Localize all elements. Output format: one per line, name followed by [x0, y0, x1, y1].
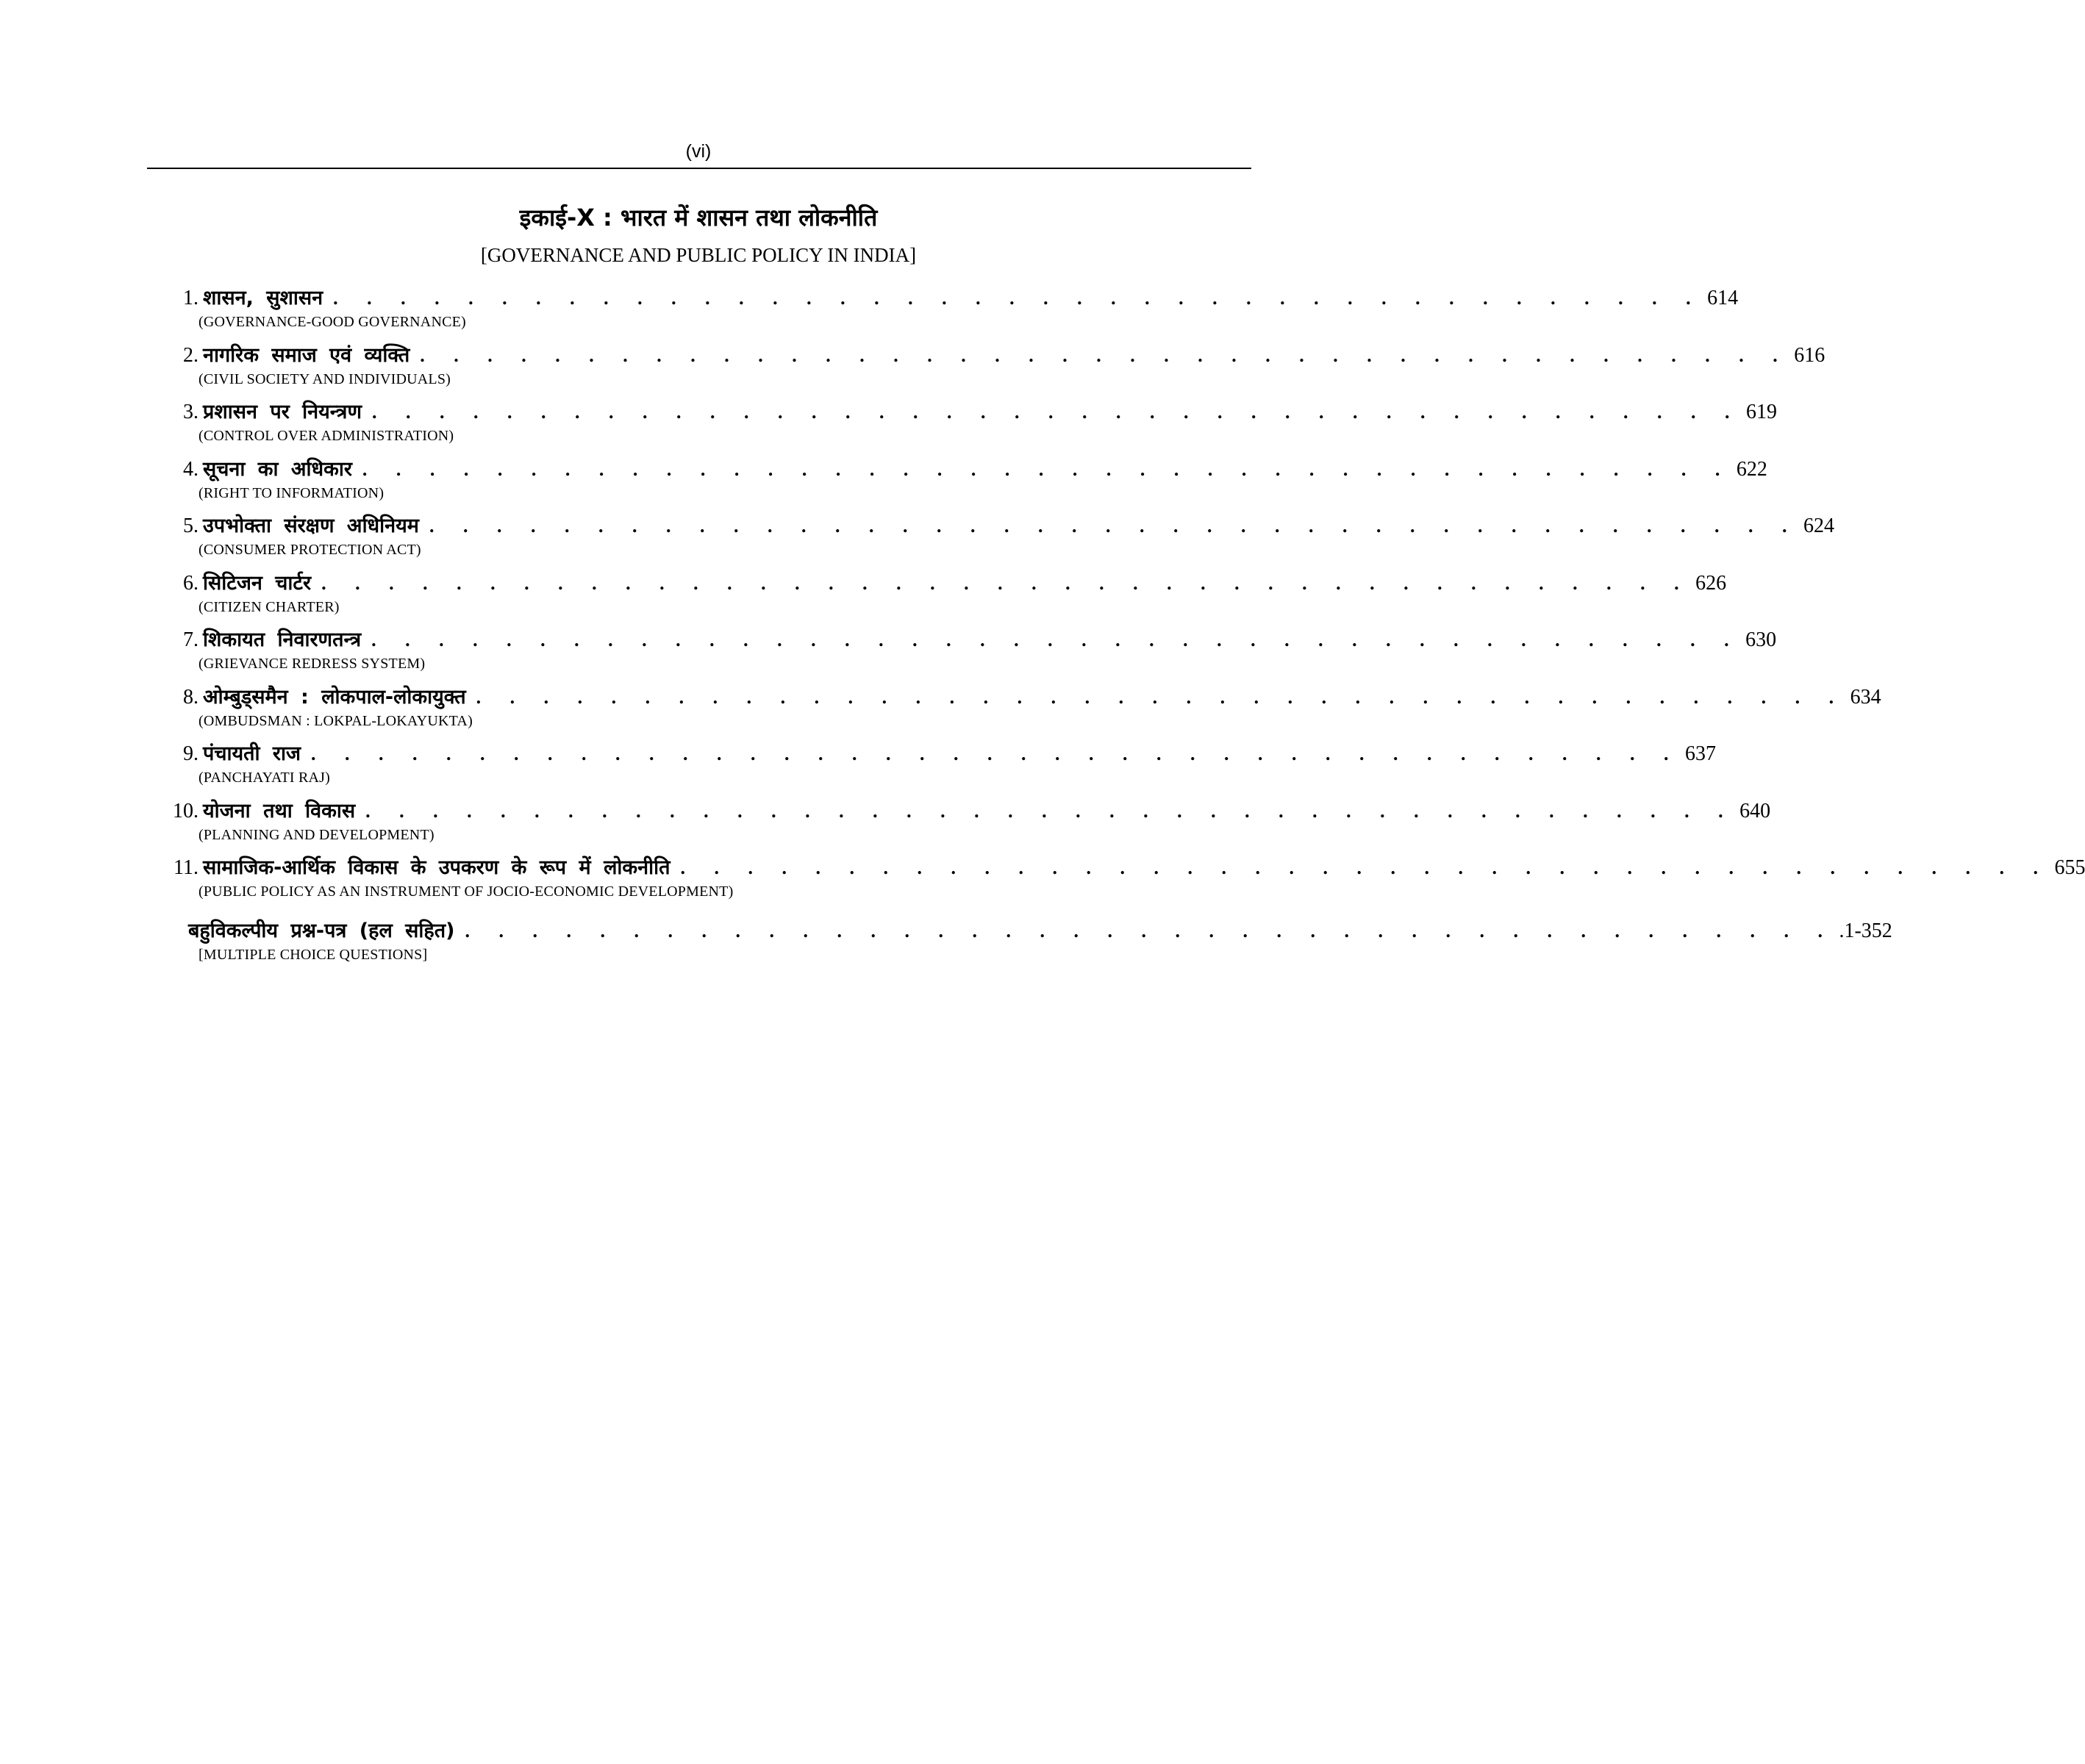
unit-subtitle: [GOVERNANCE AND PUBLIC POLICY IN INDIA]: [480, 244, 917, 266]
entry-title: बहुविकल्पीय प्रश्न-पत्र (हल सहित): [188, 919, 455, 942]
entry-page: 624: [1803, 514, 1834, 537]
toc-entry[interactable]: [147, 853, 2085, 911]
toc-entry[interactable]: [147, 341, 1825, 398]
entry-page: 637: [1685, 742, 1716, 765]
toc-entry[interactable]: [147, 739, 1716, 797]
entry-title: सिटिजन चार्टर: [203, 571, 312, 595]
entry-number: 3.: [183, 401, 199, 423]
entry-english: (PUBLIC POLICY AS AN INSTRUMENT OF JOCIO-ECONOMIC DEVELOPMENT): [199, 883, 734, 900]
entry-english: [MULTIPLE CHOICE QUESTIONS]: [199, 946, 428, 963]
toc-entry[interactable]: [147, 625, 1777, 683]
entry-number: 2.: [183, 343, 199, 367]
dot-leader: . . . . . . . . . . . . . . . . . . . . . . . . . . . . . . . . . . . . . . . . .: [371, 401, 1742, 423]
dot-leader: . . . . . . . . . . . . . . . . . . . . . . . . . . . . . . . . . . . . . . . . .: [476, 686, 1846, 708]
table-of-contents: [147, 284, 2085, 973]
entry-title: ओम्बुड्समैन : लोकपाल-लोकायुक्त: [203, 685, 466, 709]
dot-leader: . . . . . . . . . . . . . . . . . . . . . . . . . . . . . . . . . . . . . . . . .: [333, 287, 1703, 309]
entry-number: 9.: [183, 742, 199, 765]
entry-number: 8.: [183, 685, 199, 709]
entry-number: 10.: [173, 799, 199, 822]
toc-entry[interactable]: [147, 569, 1727, 626]
entry-english: (CONSUMER PROTECTION ACT): [199, 542, 421, 558]
entry-title: उपभोक्ता संरक्षण अधिनियम: [203, 514, 419, 537]
entry-title: सूचना का अधिकार: [203, 457, 352, 481]
entry-number: 6.: [183, 571, 199, 595]
dot-leader: . . . . . . . . . . . . . . . . . . . . . . . . . . . . . . . . . . . . . . . . .: [311, 743, 1681, 764]
entry-number: 11.: [174, 856, 199, 879]
entry-english: (GOVERNANCE-GOOD GOVERNANCE): [199, 314, 466, 330]
entry-english: (CONTROL OVER ADMINISTRATION): [199, 428, 454, 444]
toc-entry[interactable]: [147, 455, 1767, 512]
entry-number: 7.: [183, 628, 199, 651]
toc-entry[interactable]: [147, 398, 1777, 455]
dot-leader: . . . . . . . . . . . . . . . . . . . . . . . . . . . . . . . . . . . . . . . . .: [371, 629, 1742, 650]
dot-leader: . . . . . . . . . . . . . . . . . . . . . . . . . . . . . . . . . . . . . . . . .: [365, 800, 1736, 822]
dot-leader: . . . . . . . . . . . . . . . . . . . . . . . . . . . . . . . . . . . . . . . . .: [321, 572, 1692, 594]
entry-title: योजना तथा विकास: [203, 799, 356, 822]
toc-entry[interactable]: [147, 683, 1881, 740]
toc-entry[interactable]: [147, 512, 1834, 569]
entry-page: 616: [1794, 343, 1825, 367]
entry-page: 619: [1745, 401, 1777, 423]
entry-page: 626: [1695, 571, 1727, 595]
entry-english: (OMBUDSMAN : LOKPAL-LOKAYUKTA): [199, 712, 473, 729]
dot-leader: . . . . . . . . . . . . . . . . . . . . . . . . . . . . . . . . . . . . . . . . .: [429, 515, 1799, 537]
entry-page: 634: [1850, 685, 1881, 709]
page-number: (vi): [685, 141, 712, 162]
entry-page: 614: [1707, 287, 1739, 309]
entry-title: शासन, सुशासन: [203, 287, 323, 309]
entry-english: (RIGHT TO INFORMATION): [199, 484, 385, 501]
toc-entry-mcq[interactable]: [147, 917, 1892, 974]
entry-english: (CITIZEN CHARTER): [199, 598, 340, 615]
entry-title: पंचायती राज: [203, 742, 301, 765]
entry-number: 5.: [183, 514, 199, 537]
header-rule: [147, 168, 1251, 169]
entry-page: .1-352: [1839, 919, 1892, 942]
entry-page: 640: [1739, 799, 1771, 822]
entry-number: 4.: [183, 457, 199, 481]
entry-page: 630: [1745, 628, 1777, 651]
entry-title: सामाजिक-आर्थिक विकास के उपकरण के रूप में लोकनीति: [203, 856, 670, 879]
unit-title: इकाई-X : भारत में शासन तथा लोकनीति: [519, 204, 878, 232]
entry-title: नागरिक समाज एवं व्यक्ति: [203, 343, 410, 367]
toc-entry[interactable]: [147, 284, 1739, 341]
dot-leader: . . . . . . . . . . . . . . . . . . . . . . . . . . . . . . . . . . . . . . . . .: [420, 344, 1790, 366]
entry-english: (PLANNING AND DEVELOPMENT): [199, 826, 434, 843]
toc-entry[interactable]: [147, 797, 1771, 854]
entry-title: प्रशासन पर नियन्त्रण: [203, 401, 362, 423]
entry-title: शिकायत निवारणतन्त्र: [203, 628, 362, 651]
entry-english: (GRIEVANCE REDRESS SYSTEM): [199, 656, 426, 672]
entry-page: 622: [1736, 457, 1767, 481]
dot-leader: . . . . . . . . . . . . . . . . . . . . . . . . . . . . . . . . . . . . . . . . .: [680, 857, 2050, 878]
entry-english: (PANCHAYATI RAJ): [199, 770, 330, 786]
entry-number: 1.: [183, 287, 199, 309]
entry-page: 655: [2054, 856, 2085, 879]
dot-leader: . . . . . . . . . . . . . . . . . . . . . . . . . . . . . . . . . . . . . . . . .: [362, 458, 1732, 480]
entry-english: (CIVIL SOCIETY AND INDIVIDUALS): [199, 370, 451, 387]
dot-leader: . . . . . . . . . . . . . . . . . . . . . . . . . . . . . . . . . . . . . . . . .: [465, 919, 1835, 942]
